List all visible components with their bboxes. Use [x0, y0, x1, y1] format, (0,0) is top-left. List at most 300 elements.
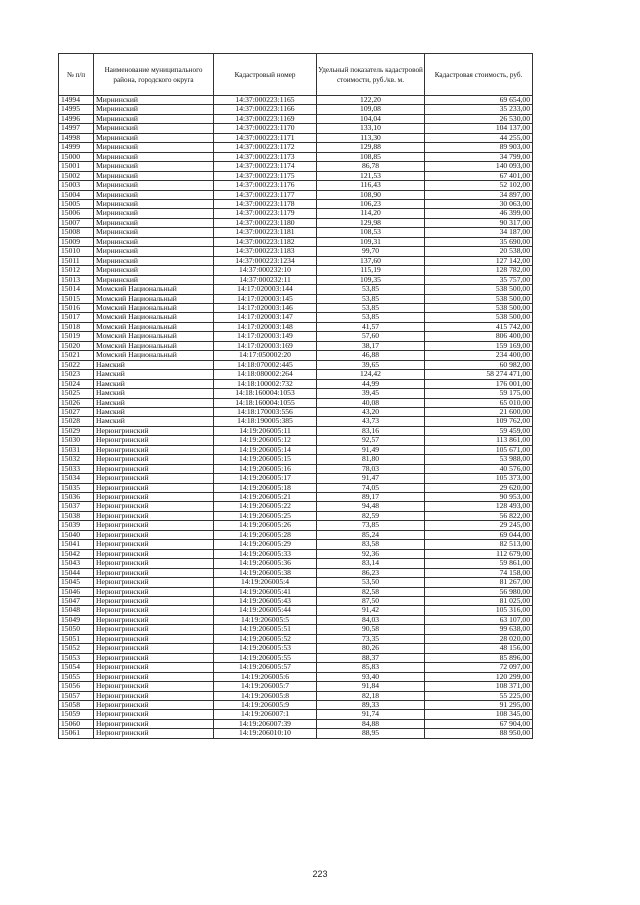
cadastral-cost: 35 690,00	[425, 237, 533, 246]
table-row	[59, 114, 533, 123]
cadastral-number: 14:19:206005:14	[214, 445, 317, 454]
specific-value: 114,20	[317, 209, 425, 218]
row-number: 14998	[59, 133, 94, 142]
specific-value: 92,36	[317, 549, 425, 558]
cadastral-number: 14:19:206005:25	[214, 511, 317, 520]
row-number: 15036	[59, 493, 94, 502]
row-number: 15026	[59, 398, 94, 407]
table-row	[59, 502, 533, 511]
cadastral-cost: 65 010,00	[425, 398, 533, 407]
district-name: Момский Национальный	[94, 303, 214, 312]
row-number: 15008	[59, 228, 94, 237]
specific-value: 109,35	[317, 275, 425, 284]
cadastral-cost: 89 903,00	[425, 143, 533, 152]
district-name: Нерюнгринский	[94, 710, 214, 719]
cadastral-cost: 128 493,00	[425, 502, 533, 511]
row-number: 15011	[59, 256, 94, 265]
page-number: 223	[312, 869, 328, 879]
cadastral-cost: 67 904,00	[425, 719, 533, 728]
cadastral-number: 14:19:206005:4	[214, 578, 317, 587]
district-name: Нерюнгринский	[94, 578, 214, 587]
table-row	[59, 549, 533, 558]
row-number: 15017	[59, 313, 94, 322]
cadastral-number: 14:17:020003:148	[214, 322, 317, 331]
row-number: 15042	[59, 549, 94, 558]
specific-value: 73,85	[317, 521, 425, 530]
specific-value: 53,50	[317, 578, 425, 587]
cadastral-number: 14:37:000223:1180	[214, 218, 317, 227]
table-row	[59, 266, 533, 275]
row-number: 15037	[59, 502, 94, 511]
cadastral-cost: 29 245,00	[425, 521, 533, 530]
cadastral-number: 14:37:000232:10	[214, 266, 317, 275]
row-number: 15054	[59, 663, 94, 672]
district-name: Нерюнгринский	[94, 701, 214, 710]
cadastral-number: 14:37:000223:1182	[214, 237, 317, 246]
table-row	[59, 701, 533, 710]
row-number: 15055	[59, 672, 94, 681]
row-number: 15023	[59, 370, 94, 379]
district-name: Мирнинский	[94, 96, 214, 105]
cadastral-cost: 113 861,00	[425, 436, 533, 445]
district-name: Мирнинский	[94, 124, 214, 133]
header-cadastral-cost: Кадастровая стоимость, руб.	[425, 54, 533, 96]
cadastral-cost: 29 620,00	[425, 483, 533, 492]
cadastral-cost: 108 345,00	[425, 710, 533, 719]
table-row	[59, 445, 533, 454]
table-row	[59, 663, 533, 672]
district-name: Намский	[94, 407, 214, 416]
cadastral-cost: 72 097,00	[425, 663, 533, 672]
specific-value: 87,50	[317, 597, 425, 606]
district-name: Мирнинский	[94, 143, 214, 152]
district-name: Нерюнгринский	[94, 691, 214, 700]
cadastral-number: 14:17:020003:146	[214, 303, 317, 312]
specific-value: 89,33	[317, 701, 425, 710]
specific-value: 90,58	[317, 625, 425, 634]
district-name: Мирнинский	[94, 114, 214, 123]
table-row	[59, 559, 533, 568]
specific-value: 57,60	[317, 332, 425, 341]
specific-value: 84,03	[317, 615, 425, 624]
table-row	[59, 275, 533, 284]
cadastral-cost: 538 500,00	[425, 294, 533, 303]
specific-value: 84,88	[317, 719, 425, 728]
specific-value: 53,85	[317, 285, 425, 294]
table-row	[59, 228, 533, 237]
cadastral-number: 14:19:206005:22	[214, 502, 317, 511]
table-row	[59, 511, 533, 520]
row-number: 14995	[59, 105, 94, 114]
specific-value: 46,88	[317, 351, 425, 360]
cadastral-table	[58, 53, 533, 739]
table-row	[59, 483, 533, 492]
row-number: 15028	[59, 417, 94, 426]
district-name: Мирнинский	[94, 209, 214, 218]
specific-value: 109,31	[317, 237, 425, 246]
cadastral-cost: 53 988,00	[425, 455, 533, 464]
cadastral-number: 14:19:206005:7	[214, 682, 317, 691]
row-number: 15040	[59, 530, 94, 539]
cadastral-number: 14:37:000223:1234	[214, 256, 317, 265]
cadastral-number: 14:19:206005:44	[214, 606, 317, 615]
cadastral-number: 14:37:000223:1165	[214, 96, 317, 105]
district-name: Нерюнгринский	[94, 682, 214, 691]
row-number: 15030	[59, 436, 94, 445]
cadastral-cost: 82 513,00	[425, 540, 533, 549]
district-name: Момский Национальный	[94, 322, 214, 331]
cadastral-cost: 59 861,00	[425, 559, 533, 568]
table-row	[59, 341, 533, 350]
row-number: 15051	[59, 634, 94, 643]
header-district: Наименование муниципального района, городского округа	[94, 54, 214, 96]
district-name: Намский	[94, 398, 214, 407]
specific-value: 104,04	[317, 114, 425, 123]
specific-value: 91,84	[317, 682, 425, 691]
district-name: Намский	[94, 417, 214, 426]
table-row	[59, 379, 533, 388]
cadastral-cost: 60 982,00	[425, 360, 533, 369]
cadastral-cost: 34 897,00	[425, 190, 533, 199]
table-row	[59, 322, 533, 331]
specific-value: 74,05	[317, 483, 425, 492]
cadastral-cost: 109 762,00	[425, 417, 533, 426]
cadastral-cost: 91 295,00	[425, 701, 533, 710]
cadastral-number: 14:18:170003:556	[214, 407, 317, 416]
cadastral-number: 14:19:206007:39	[214, 719, 317, 728]
specific-value: 85,83	[317, 663, 425, 672]
cadastral-number: 14:19:206010:10	[214, 729, 317, 738]
specific-value: 81,80	[317, 455, 425, 464]
district-name: Мирнинский	[94, 247, 214, 256]
specific-value: 85,24	[317, 530, 425, 539]
row-number: 15003	[59, 181, 94, 190]
table-row	[59, 578, 533, 587]
row-number: 15059	[59, 710, 94, 719]
cadastral-number: 14:19:206005:9	[214, 701, 317, 710]
cadastral-cost: 127 142,00	[425, 256, 533, 265]
table-row	[59, 691, 533, 700]
table-row	[59, 247, 533, 256]
cadastral-number: 14:19:206005:43	[214, 597, 317, 606]
row-number: 15048	[59, 606, 94, 615]
district-name: Нерюнгринский	[94, 644, 214, 653]
district-name: Мирнинский	[94, 256, 214, 265]
table-row	[59, 360, 533, 369]
cadastral-number: 14:37:000223:1172	[214, 143, 317, 152]
row-number: 15009	[59, 237, 94, 246]
table-row	[59, 332, 533, 341]
row-number: 15032	[59, 455, 94, 464]
cadastral-cost: 59 175,00	[425, 389, 533, 398]
table-row	[59, 530, 533, 539]
cadastral-cost: 90 953,00	[425, 493, 533, 502]
cadastral-number: 14:19:206005:53	[214, 644, 317, 653]
table-row	[59, 96, 533, 105]
district-name: Нерюнгринский	[94, 445, 214, 454]
row-number: 15018	[59, 322, 94, 331]
row-number: 15052	[59, 644, 94, 653]
cadastral-number: 14:37:000223:1174	[214, 162, 317, 171]
row-number: 15031	[59, 445, 94, 454]
cadastral-number: 14:37:000223:1179	[214, 209, 317, 218]
header-specific-value: Удельный показатель кадастровой стоимости, руб./кв. м.	[317, 54, 425, 96]
table-row	[59, 606, 533, 615]
cadastral-number: 14:19:206005:29	[214, 540, 317, 549]
table-row	[59, 190, 533, 199]
cadastral-number: 14:19:206005:8	[214, 691, 317, 700]
row-number: 15006	[59, 209, 94, 218]
specific-value: 39,45	[317, 389, 425, 398]
row-number: 15004	[59, 190, 94, 199]
cadastral-number: 14:19:206005:18	[214, 483, 317, 492]
table-row	[59, 398, 533, 407]
cadastral-number: 14:17:020003:145	[214, 294, 317, 303]
row-number: 15053	[59, 653, 94, 662]
cadastral-cost: 69 044,00	[425, 530, 533, 539]
specific-value: 86,78	[317, 162, 425, 171]
specific-value: 108,90	[317, 190, 425, 199]
district-name: Нерюнгринский	[94, 568, 214, 577]
row-number: 15045	[59, 578, 94, 587]
table-row	[59, 672, 533, 681]
specific-value: 133,10	[317, 124, 425, 133]
table-row	[59, 389, 533, 398]
specific-value: 53,85	[317, 294, 425, 303]
table-row	[59, 634, 533, 643]
cadastral-number: 14:18:080002:264	[214, 370, 317, 379]
table-row	[59, 124, 533, 133]
specific-value: 53,85	[317, 303, 425, 312]
specific-value: 43,73	[317, 417, 425, 426]
cadastral-number: 14:19:206005:55	[214, 653, 317, 662]
cadastral-number: 14:37:000223:1166	[214, 105, 317, 114]
district-name: Нерюнгринский	[94, 634, 214, 643]
district-name: Нерюнгринский	[94, 511, 214, 520]
cadastral-number: 14:17:020003:144	[214, 285, 317, 294]
cadastral-cost: 104 137,00	[425, 124, 533, 133]
district-name: Нерюнгринский	[94, 530, 214, 539]
cadastral-number: 14:37:000223:1183	[214, 247, 317, 256]
specific-value: 91,74	[317, 710, 425, 719]
cadastral-number: 14:19:206005:17	[214, 474, 317, 483]
cadastral-cost: 176 001,00	[425, 379, 533, 388]
table-row	[59, 644, 533, 653]
specific-value: 83,58	[317, 540, 425, 549]
table-row	[59, 587, 533, 596]
cadastral-cost: 52 102,00	[425, 181, 533, 190]
cadastral-cost: 108 371,00	[425, 682, 533, 691]
specific-value: 122,20	[317, 96, 425, 105]
row-number: 15060	[59, 719, 94, 728]
specific-value: 80,26	[317, 644, 425, 653]
district-name: Нерюнгринский	[94, 493, 214, 502]
table-row	[59, 710, 533, 719]
specific-value: 88,37	[317, 653, 425, 662]
district-name: Мирнинский	[94, 218, 214, 227]
district-name: Нерюнгринский	[94, 502, 214, 511]
table-row	[59, 455, 533, 464]
district-name: Мирнинский	[94, 181, 214, 190]
specific-value: 43,20	[317, 407, 425, 416]
row-number: 15058	[59, 701, 94, 710]
cadastral-cost: 81 025,00	[425, 597, 533, 606]
specific-value: 108,85	[317, 152, 425, 161]
district-name: Нерюнгринский	[94, 597, 214, 606]
table-row	[59, 540, 533, 549]
specific-value: 124,42	[317, 370, 425, 379]
district-name: Нерюнгринский	[94, 474, 214, 483]
cadastral-number: 14:19:206005:11	[214, 426, 317, 435]
cadastral-number: 14:19:206005:51	[214, 625, 317, 634]
row-number: 15043	[59, 559, 94, 568]
table-row	[59, 729, 533, 738]
district-name: Нерюнгринский	[94, 521, 214, 530]
cadastral-number: 14:19:206005:26	[214, 521, 317, 530]
table-row	[59, 133, 533, 142]
specific-value: 88,95	[317, 729, 425, 738]
district-name: Нерюнгринский	[94, 615, 214, 624]
specific-value: 93,40	[317, 672, 425, 681]
cadastral-number: 14:37:000232:11	[214, 275, 317, 284]
cadastral-cost: 26 530,00	[425, 114, 533, 123]
cadastral-number: 14:19:206005:5	[214, 615, 317, 624]
row-number: 15001	[59, 162, 94, 171]
district-name: Нерюнгринский	[94, 719, 214, 728]
specific-value: 44,99	[317, 379, 425, 388]
cadastral-cost: 56 980,00	[425, 587, 533, 596]
table-row	[59, 256, 533, 265]
row-number: 15029	[59, 426, 94, 435]
district-name: Мирнинский	[94, 152, 214, 161]
cadastral-cost: 46 399,00	[425, 209, 533, 218]
district-name: Нерюнгринский	[94, 663, 214, 672]
row-number: 15025	[59, 389, 94, 398]
row-number: 15035	[59, 483, 94, 492]
table-row	[59, 351, 533, 360]
row-number: 15021	[59, 351, 94, 360]
cadastral-number: 14:19:206005:57	[214, 663, 317, 672]
specific-value: 91,42	[317, 606, 425, 615]
district-name: Мирнинский	[94, 237, 214, 246]
cadastral-number: 14:19:206005:41	[214, 587, 317, 596]
cadastral-cost: 34 799,00	[425, 152, 533, 161]
table-row	[59, 521, 533, 530]
table-header-row	[59, 54, 533, 96]
cadastral-number: 14:19:206005:12	[214, 436, 317, 445]
cadastral-number: 14:37:000223:1171	[214, 133, 317, 142]
district-name: Нерюнгринский	[94, 653, 214, 662]
cadastral-cost: 99 638,00	[425, 625, 533, 634]
cadastral-cost: 105 316,00	[425, 606, 533, 615]
row-number: 14996	[59, 114, 94, 123]
table-row	[59, 370, 533, 379]
district-name: Момский Национальный	[94, 285, 214, 294]
table-row	[59, 285, 533, 294]
row-number: 15061	[59, 729, 94, 738]
table-row	[59, 597, 533, 606]
specific-value: 92,57	[317, 436, 425, 445]
specific-value: 113,30	[317, 133, 425, 142]
cadastral-cost: 85 896,00	[425, 653, 533, 662]
district-name: Момский Национальный	[94, 294, 214, 303]
cadastral-number: 14:19:206005:21	[214, 493, 317, 502]
district-name: Мирнинский	[94, 162, 214, 171]
row-number: 15056	[59, 682, 94, 691]
cadastral-cost: 140 093,00	[425, 162, 533, 171]
row-number: 15010	[59, 247, 94, 256]
specific-value: 83,14	[317, 559, 425, 568]
row-number: 15022	[59, 360, 94, 369]
cadastral-cost: 538 500,00	[425, 285, 533, 294]
table-row	[59, 143, 533, 152]
row-number: 15000	[59, 152, 94, 161]
row-number: 15044	[59, 568, 94, 577]
cadastral-cost: 48 156,00	[425, 644, 533, 653]
district-name: Нерюнгринский	[94, 455, 214, 464]
table-row	[59, 682, 533, 691]
table-body	[59, 96, 533, 739]
cadastral-cost: 56 822,00	[425, 511, 533, 520]
row-number: 15012	[59, 266, 94, 275]
cadastral-number: 14:19:206005:28	[214, 530, 317, 539]
cadastral-cost: 40 576,00	[425, 464, 533, 473]
row-number: 14997	[59, 124, 94, 133]
table-row	[59, 436, 533, 445]
header-num: № п/п	[59, 54, 94, 96]
table-row	[59, 426, 533, 435]
district-name: Нерюнгринский	[94, 587, 214, 596]
table-row	[59, 303, 533, 312]
row-number: 15057	[59, 691, 94, 700]
cadastral-number: 14:37:000223:1173	[214, 152, 317, 161]
table-row	[59, 162, 533, 171]
specific-value: 83,16	[317, 426, 425, 435]
cadastral-cost: 806 400,00	[425, 332, 533, 341]
table-row	[59, 615, 533, 624]
cadastral-number: 14:19:206005:36	[214, 559, 317, 568]
district-name: Мирнинский	[94, 133, 214, 142]
district-name: Нерюнгринский	[94, 559, 214, 568]
specific-value: 82,59	[317, 511, 425, 520]
district-name: Мирнинский	[94, 228, 214, 237]
table-row	[59, 493, 533, 502]
specific-value: 38,17	[317, 341, 425, 350]
cadastral-number: 14:19:206005:16	[214, 464, 317, 473]
specific-value: 115,19	[317, 266, 425, 275]
district-name: Нерюнгринский	[94, 729, 214, 738]
cadastral-cost: 120 299,00	[425, 672, 533, 681]
district-name: Нерюнгринский	[94, 464, 214, 473]
header-cadastral-number: Кадастровый номер	[214, 54, 317, 96]
district-name: Момский Национальный	[94, 313, 214, 322]
district-name: Намский	[94, 389, 214, 398]
cadastral-cost: 90 317,00	[425, 218, 533, 227]
row-number: 15007	[59, 218, 94, 227]
table-row	[59, 719, 533, 728]
table-row	[59, 209, 533, 218]
specific-value: 99,70	[317, 247, 425, 256]
cadastral-cost: 159 169,00	[425, 341, 533, 350]
specific-value: 82,58	[317, 587, 425, 596]
table-row	[59, 171, 533, 180]
row-number: 15014	[59, 285, 94, 294]
specific-value: 78,03	[317, 464, 425, 473]
cadastral-cost: 34 187,00	[425, 228, 533, 237]
row-number: 15019	[59, 332, 94, 341]
district-name: Нерюнгринский	[94, 606, 214, 615]
specific-value: 73,35	[317, 634, 425, 643]
